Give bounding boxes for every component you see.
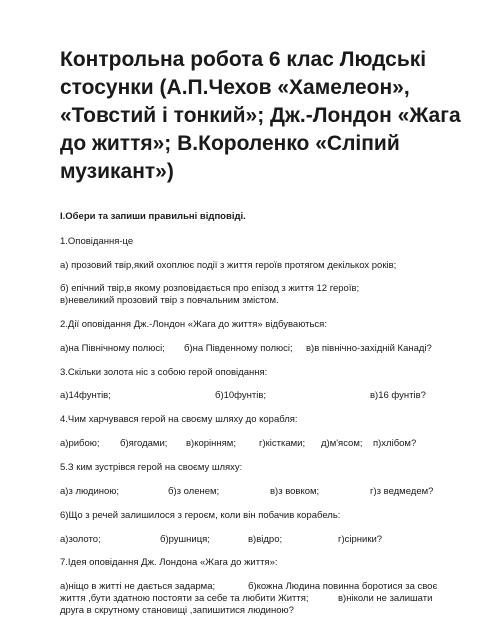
title-line: стосунки (А.П.Чехов «Хамелеон», — [60, 76, 410, 99]
q3-option-a: а)14фунтів; — [60, 390, 111, 401]
q4-option-c: в)корінням; — [186, 438, 236, 449]
q7-option-c-cont: друга в скрутному становищі ,запишитися людиною? — [60, 605, 294, 616]
page-title — [60, 46, 480, 186]
q2-option-b: б)на Південному полюсі; — [184, 343, 293, 354]
title-line: до життя»; В.Короленко «Сліпий — [60, 132, 400, 155]
q2-option-a: а)на Північному полюсі; — [60, 343, 165, 354]
q2-option-c: в)в північно-західній Канаді? — [306, 343, 432, 354]
q1-option-c: в)невеликий прозовий твір з повчальним змістом. — [60, 295, 279, 306]
q4-option-b: б)ягодами; — [120, 438, 168, 449]
section-heading: І.Обери та запиши правильні відповіді. — [60, 211, 246, 222]
q4-option-f: п)хлібом? — [373, 438, 417, 449]
question-7: 7.Ідея оповідання Дж. Лондона «Жага до життя»: — [60, 557, 278, 568]
q7-option-b: б)кожна Людина повинна боротися за своє — [248, 581, 438, 592]
q6-option-b: б)рушниця; — [160, 534, 210, 545]
title-line: «Товстий і тонкий»; Дж.-Лондон «Жага — [60, 104, 461, 127]
q7-option-b-cont: життя ,бути здатною постояти за себе та любити Життя; — [60, 593, 309, 604]
question-4: 4.Чим харчувався герой на своєму шляху до корабля: — [60, 414, 298, 425]
q4-option-a: а)рибою; — [60, 438, 100, 449]
q3-option-b: б)10фунтів; — [215, 390, 267, 401]
q6-option-c: в)відро; — [248, 534, 283, 545]
q1-option-b: б) епічний твір,в якому розповідається про епізод з життя 12 героїв; — [60, 283, 360, 294]
q1-option-a: а) прозовий твір,який охоплює події з життя героїв протягом декількох років; — [60, 260, 397, 271]
q7-option-c: в)ніколи не залишати — [338, 593, 433, 604]
q6-option-a: а)золото; — [60, 534, 101, 545]
title-line: музикант») — [60, 160, 174, 183]
q4-option-e: д)м'ясом; — [321, 438, 363, 449]
q6-option-d: г)сірники? — [338, 534, 383, 545]
question-3: 3.Скільки золота ніс з собою герой оповідання: — [60, 367, 268, 378]
title-line: Контрольна робота 6 клас Людські — [60, 48, 427, 71]
question-1: 1.Оповідання-це — [60, 236, 134, 247]
q4-option-d: г)кістками; — [259, 438, 306, 449]
q5-option-d: г)з ведмедем? — [370, 486, 434, 497]
q5-option-b: б)з оленем; — [168, 486, 220, 497]
question-2: 2.Дії оповідання Дж.-Лондон «Жага до життя» відбуваються: — [60, 319, 327, 330]
q5-option-a: а)з людиною; — [60, 486, 120, 497]
q7-option-a: а)ніщо в житті не дається задарма; — [60, 581, 216, 592]
question-6: 6)Що з речей залишилося з героєм, коли він побачив корабель: — [60, 510, 341, 521]
q3-option-c: в)16 фунтів? — [370, 390, 426, 401]
question-5: 5.З ким зустрівся герой на своєму шляху: — [60, 462, 243, 473]
q5-option-c: в)з вовком; — [270, 486, 320, 497]
